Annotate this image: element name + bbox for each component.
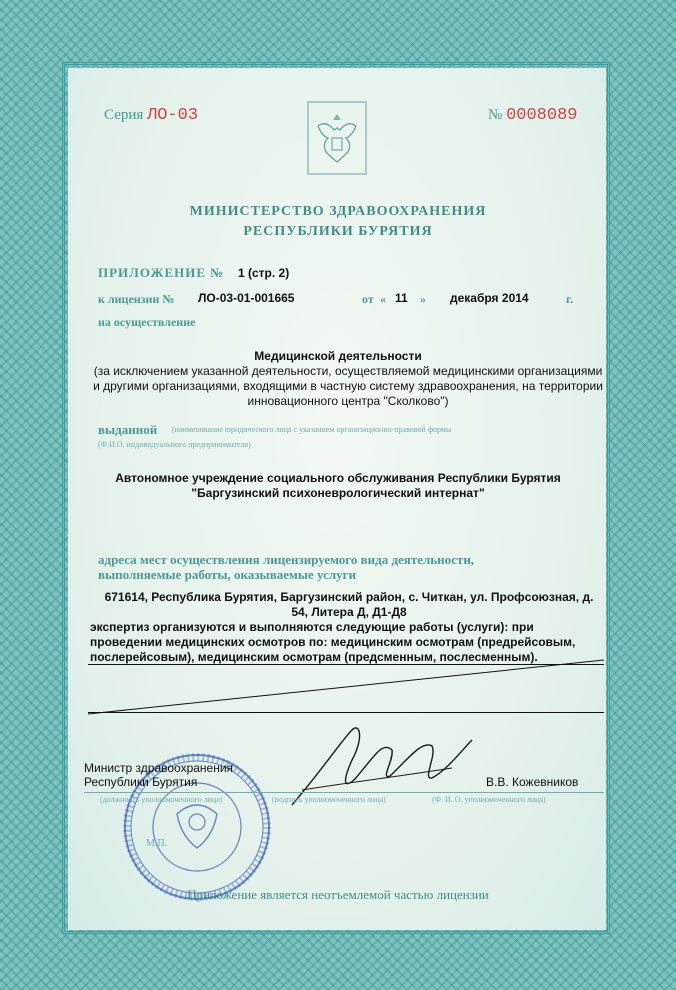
signer-name: В.В. Кожевников [486,775,579,789]
issued-hint-person: (Ф.И.О. индивидуального предпринимателя) [98,440,251,449]
org-name-line1: Автономное учреждение социального обслуживания Республики Бурятия [115,471,561,485]
license-month-year: декабря 2014 [450,291,529,305]
ministry-title-line1: МИНИСТЕРСТВО ЗДРАВООХРАНЕНИЯ [189,204,487,219]
activity-title: Медицинской деятельности [254,349,422,363]
license-label: к лицензии № [98,292,175,306]
org-name-line2: "Баргузинский психоневрологический интернат" [191,486,485,500]
ministry-title-line2: РЕСПУБЛИКИ БУРЯТИЯ [243,224,433,239]
signer-role-line2: Республики Бурятия [84,775,198,789]
address-line1: 671614, Республика Бурятия, Баргузинский район, с. Читкан, ул. Профсоюзная, д. [104,590,594,604]
activity-description: (за исключением указанной деятельности, осуществляемой медицинскими организациями и другими организациями, входящими в частную систему здравоохранения, на территории инновационного центра "Сколково") [93,364,603,408]
license-close-quote: » [420,292,426,306]
caption-signature: (подпись уполномоченного лица) [272,795,386,804]
activity-label: на осуществление [98,315,196,329]
stamp-place-mark: М.П. [146,838,168,849]
caption-position: (должность уполномоченного лица) [100,795,223,804]
issued-label: выданной [98,422,158,437]
appendix-footer-note: Приложение является неотъемлемой частью лицензии [187,887,489,902]
address-label-line2: выполняемые работы, оказываемые услуги [98,567,357,582]
address-line2: 54, Литера Д, Д1-Д8 [291,605,407,619]
license-open-quote: « [380,292,386,306]
license-day: 11 [395,291,408,305]
coat-of-arms-emblem [306,100,368,176]
appendix-value: 1 (стр. 2) [238,266,290,280]
signer-role-line1: Министр здравоохранения [84,761,234,775]
address-label-line1: адреса мест осуществления лицензируемого вида деятельности, [98,552,475,567]
signature-line [84,792,604,793]
license-year-suffix: г. [566,292,574,306]
number-field [488,106,577,125]
works-line3: послерейсовым), медицинским осмотрам (предсменным, послесменным). [90,650,538,664]
number-label: № [488,107,503,123]
works-line1: экспертиз организуются и выполняются следующие работы (услуги): при [90,620,534,634]
number-value: 0008089 [506,106,578,125]
series-label: Серия [104,107,144,123]
strike-diagonal [88,658,608,718]
appendix-label: ПРИЛОЖЕНИЕ № [98,265,225,280]
series-field [104,106,198,125]
license-number: ЛО-03-01-001665 [198,291,295,305]
caption-name: (Ф. И. О. уполномоченного лица) [432,795,546,804]
works-line2: проведении медицинских осмотров по: медицинским осмотрам (предрейсовым, [90,635,576,649]
series-value: ЛО-03 [147,106,199,125]
license-from-label: от [362,292,374,306]
issued-hint-org: (наименование юридического лица с указанием организационно-правовой формы [172,425,452,434]
